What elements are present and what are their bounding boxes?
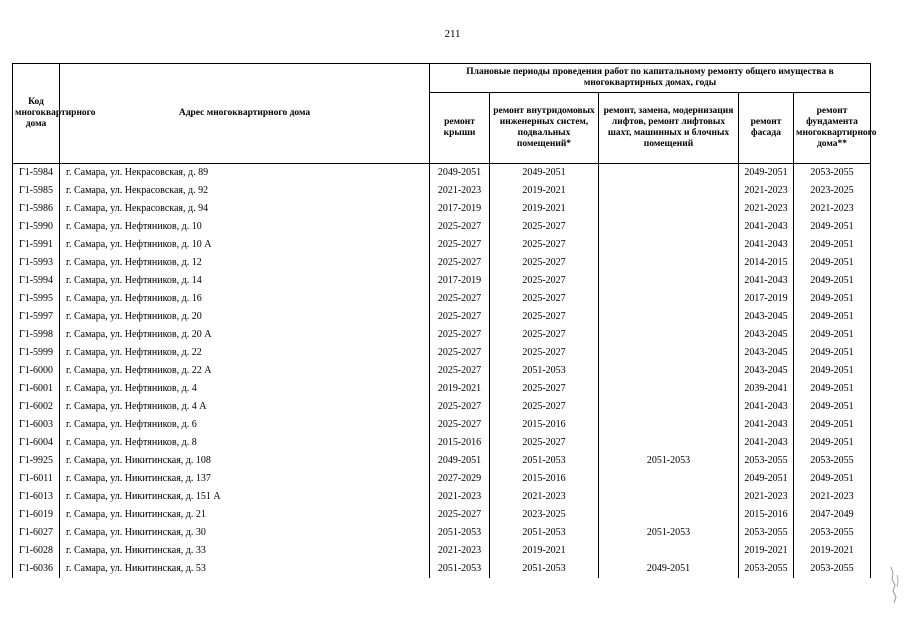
cell-facade: 2021-2023: [739, 488, 794, 506]
cell-elevators: [599, 416, 739, 434]
cell-foundation: 2049-2051: [794, 470, 871, 488]
cell-elevators: [599, 200, 739, 218]
cell-systems: 2025-2027: [490, 326, 599, 344]
cell-address: г. Самара, ул. Никитинская, д. 33: [60, 542, 430, 560]
table-row: [13, 362, 871, 380]
cell-roof: 2025-2027: [430, 362, 490, 380]
cell-roof: 2051-2053: [430, 560, 490, 578]
cell-foundation: 2049-2051: [794, 380, 871, 398]
table-row: [13, 254, 871, 272]
cell-facade: 2017-2019: [739, 290, 794, 308]
cell-roof: 2025-2027: [430, 398, 490, 416]
cell-elevators: [599, 272, 739, 290]
cell-code: Г1-5990: [13, 218, 60, 236]
cell-roof: 2025-2027: [430, 506, 490, 524]
cell-facade: 2021-2023: [739, 200, 794, 218]
cell-roof: 2015-2016: [430, 434, 490, 452]
header-systems: ремонт внутридомовых инженерных систем, подвальных помещений*: [490, 93, 599, 164]
cell-facade: 2043-2045: [739, 362, 794, 380]
capital-repair-table: [12, 63, 877, 578]
cell-roof: 2017-2019: [430, 272, 490, 290]
cell-code: Г1-5998: [13, 326, 60, 344]
cell-systems: 2025-2027: [490, 434, 599, 452]
cell-elevators: [599, 542, 739, 560]
table-row: [13, 218, 871, 236]
cell-facade: 2041-2043: [739, 272, 794, 290]
cell-roof: 2051-2053: [430, 524, 490, 542]
table-row: [13, 470, 871, 488]
cell-facade: 2015-2016: [739, 506, 794, 524]
cell-systems: 2015-2016: [490, 470, 599, 488]
page-number: 211: [444, 28, 461, 40]
cell-systems: 2049-2051: [490, 164, 599, 183]
cell-facade: 2043-2045: [739, 344, 794, 362]
cell-foundation: 2049-2051: [794, 236, 871, 254]
table-row: [13, 398, 871, 416]
cell-address: г. Самара, ул. Нефтяников, д. 22: [60, 344, 430, 362]
cell-facade: 2041-2043: [739, 218, 794, 236]
cell-address: г. Самара, ул. Нефтяников, д. 20 А: [60, 326, 430, 344]
cell-foundation: 2049-2051: [794, 254, 871, 272]
cell-address: г. Самара, ул. Никитинская, д. 108: [60, 452, 430, 470]
cell-systems: 2023-2025: [490, 506, 599, 524]
cell-systems: 2025-2027: [490, 344, 599, 362]
table-row: [13, 164, 871, 183]
cell-foundation: 2049-2051: [794, 308, 871, 326]
table-body: [13, 164, 871, 579]
cell-address: г. Самара, ул. Нефтяников, д. 12: [60, 254, 430, 272]
cell-elevators: [599, 236, 739, 254]
cell-elevators: 2051-2053: [599, 452, 739, 470]
cell-code: Г1-6013: [13, 488, 60, 506]
cell-code: Г1-6011: [13, 470, 60, 488]
cell-systems: 2019-2021: [490, 182, 599, 200]
cell-elevators: [599, 344, 739, 362]
cell-foundation: 2021-2023: [794, 488, 871, 506]
cell-elevators: 2051-2053: [599, 524, 739, 542]
cell-systems: 2025-2027: [490, 398, 599, 416]
cell-elevators: [599, 308, 739, 326]
cell-foundation: 2053-2055: [794, 524, 871, 542]
cell-facade: 2049-2051: [739, 470, 794, 488]
header-foundation: ремонт фундамента многоквартирного дома**: [794, 93, 871, 164]
cell-systems: 2025-2027: [490, 290, 599, 308]
cell-facade: 2014-2015: [739, 254, 794, 272]
scan-mark: [889, 565, 901, 605]
cell-systems: 2025-2027: [490, 380, 599, 398]
table-row: [13, 506, 871, 524]
cell-facade: 2053-2055: [739, 524, 794, 542]
cell-systems: 2019-2021: [490, 542, 599, 560]
cell-address: г. Самара, ул. Нефтяников, д. 10 А: [60, 236, 430, 254]
cell-roof: 2017-2019: [430, 200, 490, 218]
cell-elevators: [599, 182, 739, 200]
table-row: [13, 434, 871, 452]
cell-address: г. Самара, ул. Никитинская, д. 21: [60, 506, 430, 524]
cell-address: г. Самара, ул. Нефтяников, д. 20: [60, 308, 430, 326]
cell-address: г. Самара, ул. Никитинская, д. 53: [60, 560, 430, 578]
cell-address: г. Самара, ул. Нефтяников, д. 8: [60, 434, 430, 452]
cell-elevators: [599, 326, 739, 344]
cell-code: Г1-6028: [13, 542, 60, 560]
cell-code: Г1-9925: [13, 452, 60, 470]
table-row: [13, 344, 871, 362]
header-periods: Плановые периоды проведения работ по капитальному ремонту общего имущества в многоквартирных домах, годы: [430, 64, 871, 93]
cell-elevators: [599, 488, 739, 506]
cell-facade: 2053-2055: [739, 452, 794, 470]
table-row: [13, 542, 871, 560]
cell-facade: 2021-2023: [739, 182, 794, 200]
cell-foundation: 2049-2051: [794, 416, 871, 434]
cell-elevators: [599, 398, 739, 416]
cell-facade: 2019-2021: [739, 542, 794, 560]
cell-elevators: [599, 434, 739, 452]
cell-address: г. Самара, ул. Нефтяников, д. 22 А: [60, 362, 430, 380]
cell-roof: 2025-2027: [430, 416, 490, 434]
cell-systems: 2025-2027: [490, 218, 599, 236]
cell-foundation: 2023-2025: [794, 182, 871, 200]
table-row: [13, 290, 871, 308]
cell-address: г. Самара, ул. Никитинская, д. 30: [60, 524, 430, 542]
cell-elevators: [599, 290, 739, 308]
cell-roof: 2025-2027: [430, 326, 490, 344]
cell-code: Г1-6000: [13, 362, 60, 380]
cell-foundation: 2053-2055: [794, 164, 871, 183]
cell-roof: 2025-2027: [430, 236, 490, 254]
cell-facade: 2043-2045: [739, 308, 794, 326]
table-row: [13, 326, 871, 344]
cell-code: Г1-5999: [13, 344, 60, 362]
cell-foundation: 2049-2051: [794, 344, 871, 362]
table-row: [13, 308, 871, 326]
cell-address: г. Самара, ул. Некрасовская, д. 92: [60, 182, 430, 200]
cell-elevators: [599, 254, 739, 272]
cell-elevators: 2049-2051: [599, 560, 739, 578]
cell-code: Г1-5995: [13, 290, 60, 308]
cell-facade: 2041-2043: [739, 416, 794, 434]
cell-systems: 2051-2053: [490, 452, 599, 470]
cell-foundation: 2053-2055: [794, 560, 871, 578]
cell-code: Г1-5984: [13, 164, 60, 183]
cell-roof: 2027-2029: [430, 470, 490, 488]
cell-systems: 2051-2053: [490, 362, 599, 380]
header-facade: ремонт фасада: [739, 93, 794, 164]
cell-address: г. Самара, ул. Нефтяников, д. 10: [60, 218, 430, 236]
cell-address: г. Самара, ул. Некрасовская, д. 89: [60, 164, 430, 183]
header-code: Код многоквартирного дома: [13, 64, 60, 164]
header-roof: ремонт крыши: [430, 93, 490, 164]
cell-systems: 2025-2027: [490, 272, 599, 290]
cell-facade: 2041-2043: [739, 434, 794, 452]
cell-facade: 2043-2045: [739, 326, 794, 344]
cell-elevators: [599, 164, 739, 183]
cell-facade: 2049-2051: [739, 164, 794, 183]
cell-foundation: 2049-2051: [794, 434, 871, 452]
cell-systems: 2051-2053: [490, 560, 599, 578]
cell-facade: 2041-2043: [739, 236, 794, 254]
cell-facade: 2053-2055: [739, 560, 794, 578]
cell-roof: 2021-2023: [430, 488, 490, 506]
cell-address: г. Самара, ул. Нефтяников, д. 14: [60, 272, 430, 290]
cell-foundation: 2049-2051: [794, 362, 871, 380]
cell-address: г. Самара, ул. Никитинская, д. 151 А: [60, 488, 430, 506]
cell-foundation: 2021-2023: [794, 200, 871, 218]
cell-elevators: [599, 470, 739, 488]
cell-systems: 2051-2053: [490, 524, 599, 542]
cell-code: Г1-5994: [13, 272, 60, 290]
header-address: Адрес многоквартирного дома: [60, 64, 430, 164]
cell-code: Г1-6004: [13, 434, 60, 452]
cell-facade: 2039-2041: [739, 380, 794, 398]
table-row: [13, 380, 871, 398]
cell-code: Г1-6027: [13, 524, 60, 542]
cell-address: г. Самара, ул. Нефтяников, д. 4: [60, 380, 430, 398]
cell-systems: 2019-2021: [490, 200, 599, 218]
cell-foundation: 2049-2051: [794, 326, 871, 344]
cell-roof: 2019-2021: [430, 380, 490, 398]
cell-code: Г1-6019: [13, 506, 60, 524]
cell-foundation: 2049-2051: [794, 398, 871, 416]
table-row: [13, 488, 871, 506]
cell-roof: 2025-2027: [430, 308, 490, 326]
table-row: [13, 452, 871, 470]
cell-roof: 2049-2051: [430, 164, 490, 183]
cell-code: Г1-6036: [13, 560, 60, 578]
cell-foundation: 2049-2051: [794, 290, 871, 308]
table-row: [13, 200, 871, 218]
cell-address: г. Самара, ул. Нефтяников, д. 4 А: [60, 398, 430, 416]
cell-foundation: 2053-2055: [794, 452, 871, 470]
table-row: [13, 524, 871, 542]
cell-systems: 2025-2027: [490, 236, 599, 254]
cell-address: г. Самара, ул. Нефтяников, д. 6: [60, 416, 430, 434]
cell-code: Г1-5991: [13, 236, 60, 254]
table-row: [13, 560, 871, 578]
cell-roof: 2021-2023: [430, 182, 490, 200]
cell-roof: 2021-2023: [430, 542, 490, 560]
cell-code: Г1-5986: [13, 200, 60, 218]
table-row: [13, 416, 871, 434]
cell-foundation: 2049-2051: [794, 218, 871, 236]
cell-elevators: [599, 506, 739, 524]
cell-roof: 2049-2051: [430, 452, 490, 470]
cell-code: Г1-5993: [13, 254, 60, 272]
cell-roof: 2025-2027: [430, 290, 490, 308]
cell-elevators: [599, 362, 739, 380]
header-elevators: ремонт, замена, модернизация лифтов, ремонт лифтовых шахт, машинных и блочных помещений: [599, 93, 739, 164]
cell-roof: 2025-2027: [430, 218, 490, 236]
cell-foundation: 2049-2051: [794, 272, 871, 290]
cell-address: г. Самара, ул. Никитинская, д. 137: [60, 470, 430, 488]
cell-systems: 2025-2027: [490, 254, 599, 272]
cell-address: г. Самара, ул. Некрасовская, д. 94: [60, 200, 430, 218]
cell-systems: 2021-2023: [490, 488, 599, 506]
cell-facade: 2041-2043: [739, 398, 794, 416]
cell-elevators: [599, 218, 739, 236]
cell-elevators: [599, 380, 739, 398]
table-row: [13, 236, 871, 254]
cell-roof: 2025-2027: [430, 254, 490, 272]
table-row: [13, 272, 871, 290]
cell-foundation: 2047-2049: [794, 506, 871, 524]
cell-code: Г1-6001: [13, 380, 60, 398]
cell-address: г. Самара, ул. Нефтяников, д. 16: [60, 290, 430, 308]
table-row: [13, 182, 871, 200]
cell-code: Г1-5997: [13, 308, 60, 326]
cell-systems: 2015-2016: [490, 416, 599, 434]
cell-code: Г1-5985: [13, 182, 60, 200]
cell-systems: 2025-2027: [490, 308, 599, 326]
cell-code: Г1-6003: [13, 416, 60, 434]
cell-code: Г1-6002: [13, 398, 60, 416]
cell-foundation: 2019-2021: [794, 542, 871, 560]
cell-roof: 2025-2027: [430, 344, 490, 362]
